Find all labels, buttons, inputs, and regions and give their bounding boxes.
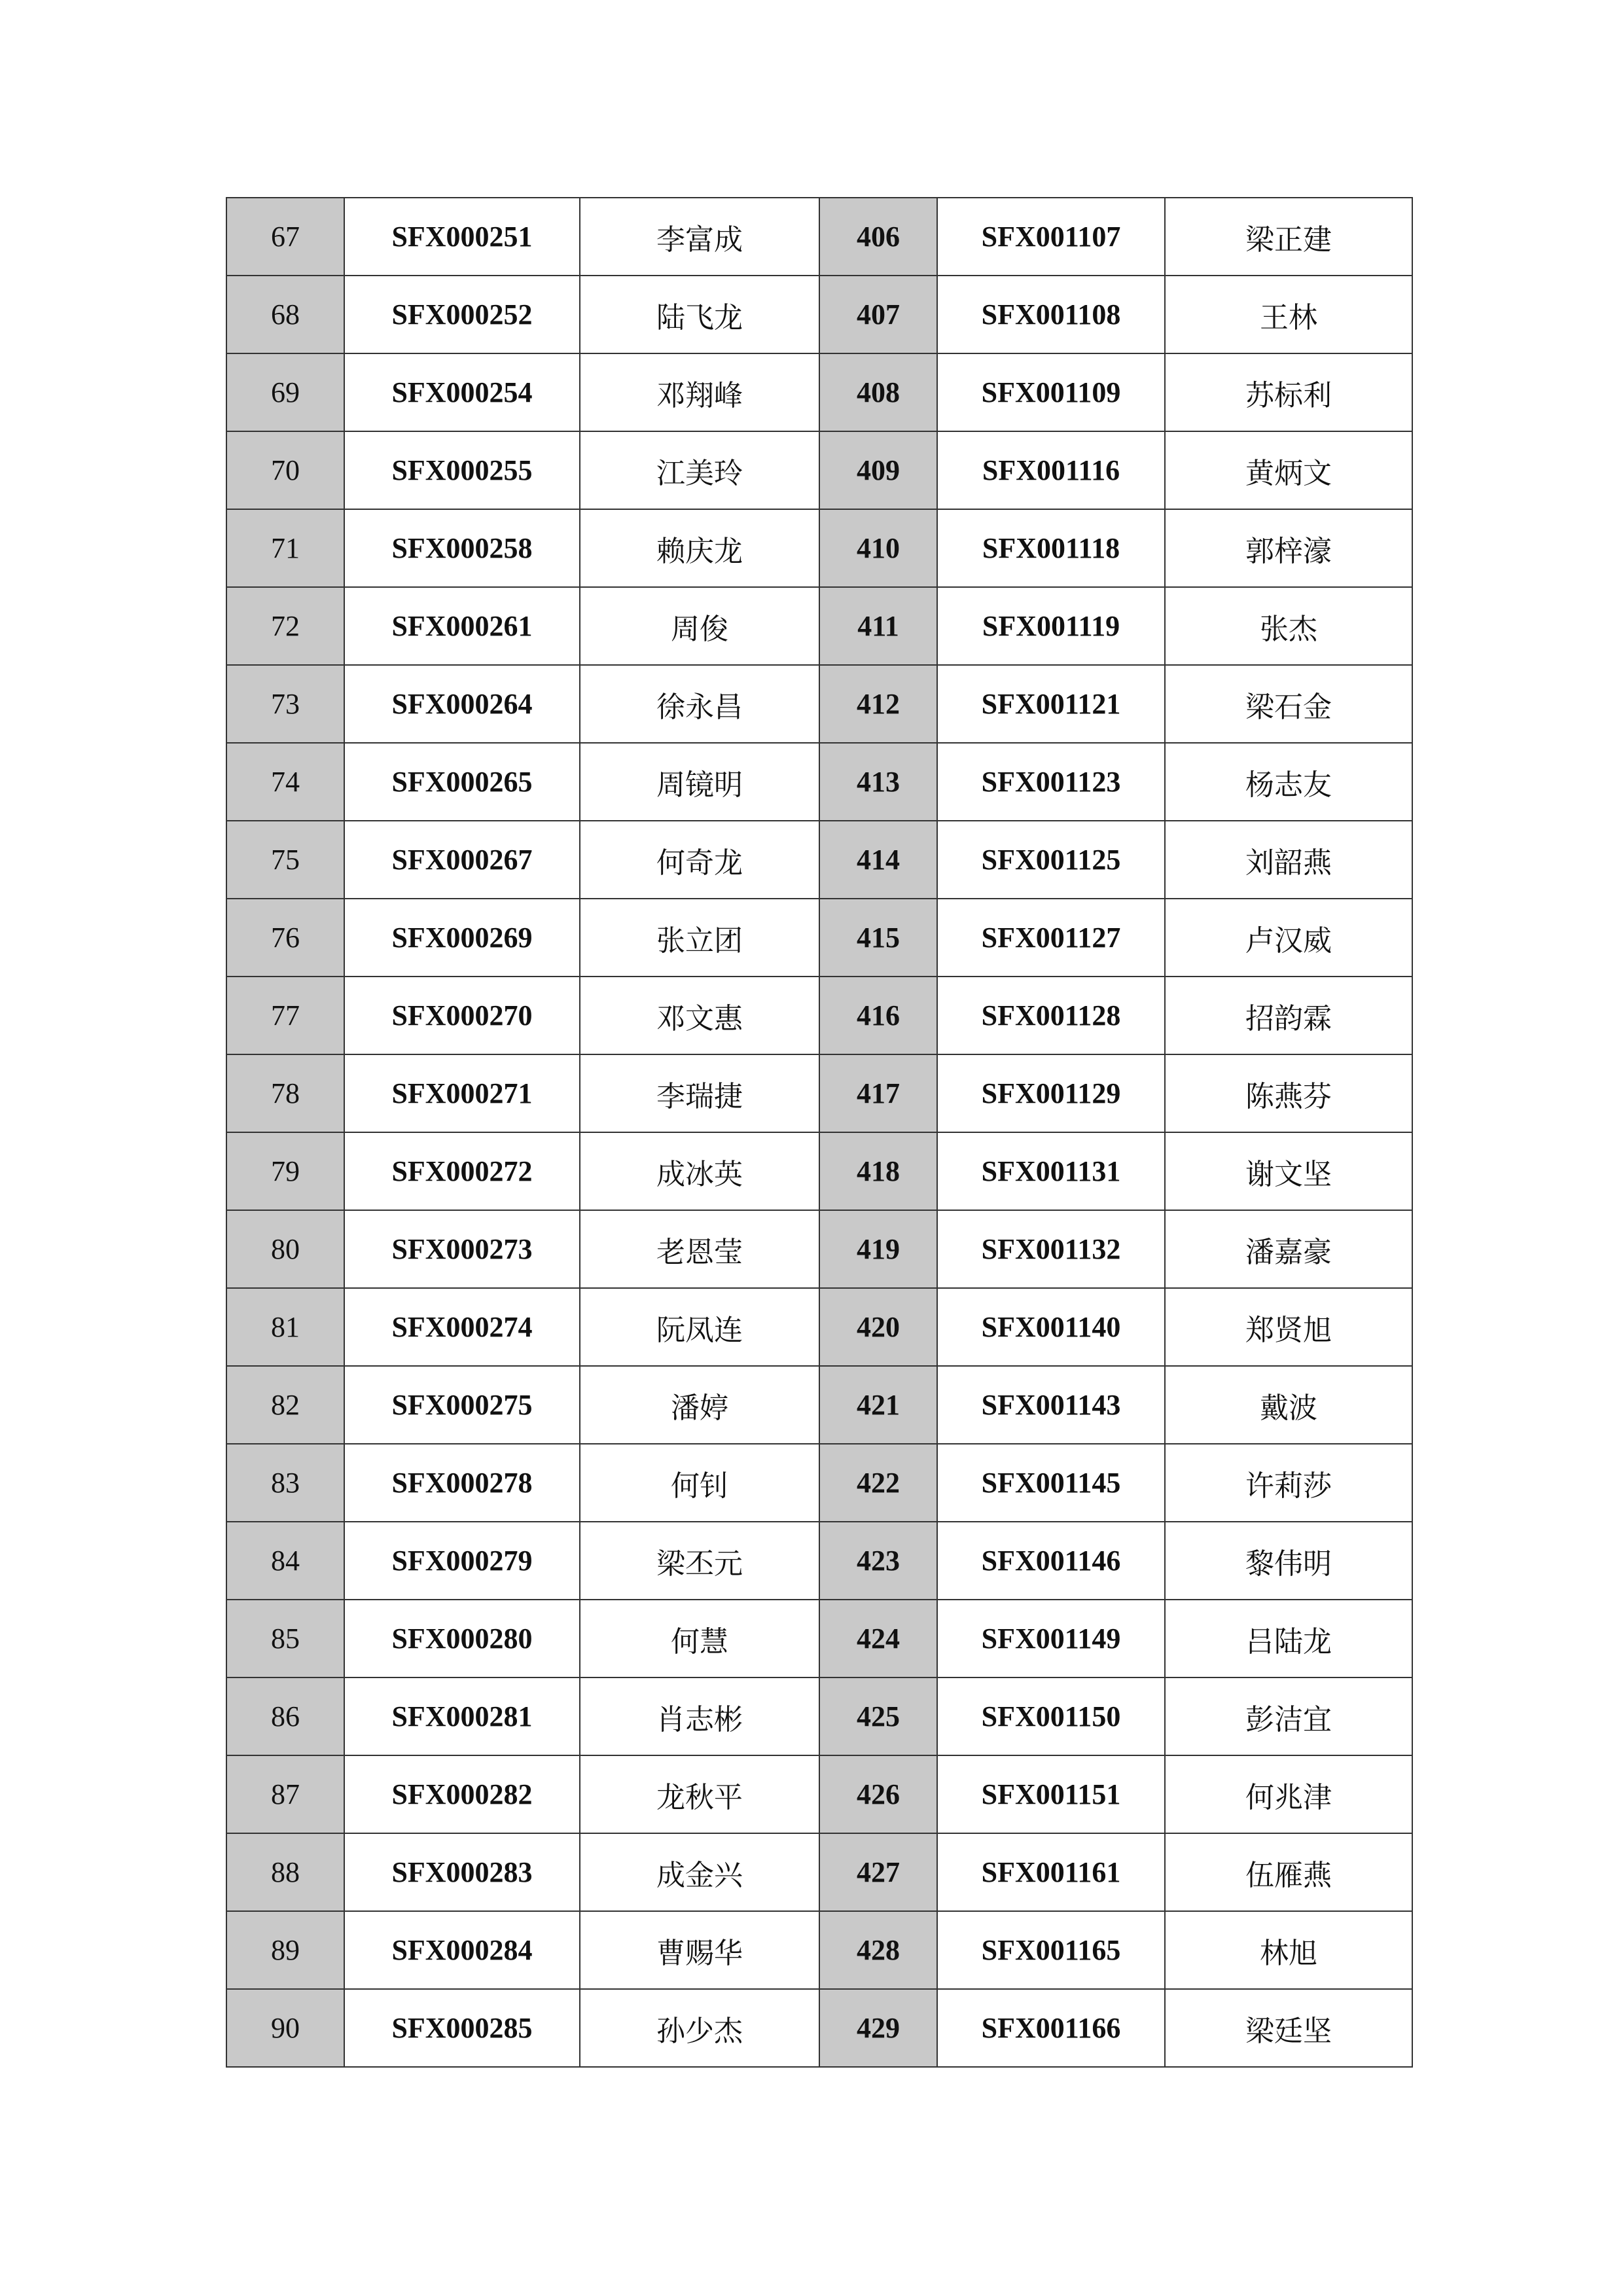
right-member-code: SFX001121: [937, 665, 1165, 743]
left-member-name: 李瑞捷: [580, 1054, 819, 1132]
left-seq-number: 77: [226, 977, 344, 1054]
right-seq-number: 412: [819, 665, 937, 743]
table-row: [226, 899, 1412, 977]
right-member-code: SFX001145: [937, 1444, 1165, 1522]
left-member-code: SFX000284: [344, 1911, 580, 1989]
table-row: [226, 1989, 1412, 2067]
left-member-name: 徐永昌: [580, 665, 819, 743]
right-member-code: SFX001146: [937, 1522, 1165, 1600]
right-member-code: SFX001149: [937, 1600, 1165, 1677]
right-seq-number: 418: [819, 1132, 937, 1210]
left-member-code: SFX000261: [344, 587, 580, 665]
table-row: [226, 198, 1412, 276]
right-seq-number: 419: [819, 1210, 937, 1288]
left-seq-number: 70: [226, 431, 344, 509]
right-member-name: 许莉莎: [1165, 1444, 1412, 1522]
left-member-name: 阮凤连: [580, 1288, 819, 1366]
left-seq-number: 80: [226, 1210, 344, 1288]
left-member-name: 邓翔峰: [580, 353, 819, 431]
left-seq-number: 90: [226, 1989, 344, 2067]
right-member-name: 招韵霖: [1165, 977, 1412, 1054]
right-seq-number: 408: [819, 353, 937, 431]
table-row: [226, 1755, 1412, 1833]
right-member-name: 陈燕芬: [1165, 1054, 1412, 1132]
left-member-name: 赖庆龙: [580, 509, 819, 587]
left-member-code: SFX000281: [344, 1677, 580, 1755]
right-seq-number: 415: [819, 899, 937, 977]
left-seq-number: 71: [226, 509, 344, 587]
left-member-name: 龙秋平: [580, 1755, 819, 1833]
roster-body: [226, 198, 1412, 2067]
left-seq-number: 78: [226, 1054, 344, 1132]
right-member-code: SFX001107: [937, 198, 1165, 276]
right-member-code: SFX001127: [937, 899, 1165, 977]
left-member-name: 周镜明: [580, 743, 819, 821]
table-row: [226, 1600, 1412, 1677]
left-member-code: SFX000258: [344, 509, 580, 587]
left-member-name: 李富成: [580, 198, 819, 276]
right-member-code: SFX001108: [937, 276, 1165, 353]
right-seq-number: 413: [819, 743, 937, 821]
right-seq-number: 429: [819, 1989, 937, 2067]
table-row: [226, 1833, 1412, 1911]
left-member-code: SFX000251: [344, 198, 580, 276]
right-seq-number: 421: [819, 1366, 937, 1444]
left-member-name: 成冰英: [580, 1132, 819, 1210]
table-row: [226, 353, 1412, 431]
left-member-code: SFX000255: [344, 431, 580, 509]
table-row: [226, 1911, 1412, 1989]
table-row: [226, 276, 1412, 353]
table-row: [226, 1522, 1412, 1600]
right-member-code: SFX001161: [937, 1833, 1165, 1911]
right-seq-number: 410: [819, 509, 937, 587]
right-seq-number: 406: [819, 198, 937, 276]
left-member-name: 何钊: [580, 1444, 819, 1522]
right-seq-number: 425: [819, 1677, 937, 1755]
right-member-name: 黎伟明: [1165, 1522, 1412, 1600]
right-seq-number: 411: [819, 587, 937, 665]
right-seq-number: 424: [819, 1600, 937, 1677]
left-seq-number: 84: [226, 1522, 344, 1600]
right-seq-number: 414: [819, 821, 937, 899]
left-member-name: 何慧: [580, 1600, 819, 1677]
right-member-code: SFX001123: [937, 743, 1165, 821]
left-member-name: 老恩莹: [580, 1210, 819, 1288]
right-member-code: SFX001119: [937, 587, 1165, 665]
left-member-code: SFX000265: [344, 743, 580, 821]
left-seq-number: 82: [226, 1366, 344, 1444]
right-member-code: SFX001132: [937, 1210, 1165, 1288]
left-seq-number: 89: [226, 1911, 344, 1989]
right-seq-number: 428: [819, 1911, 937, 1989]
right-member-name: 苏标利: [1165, 353, 1412, 431]
left-member-code: SFX000278: [344, 1444, 580, 1522]
left-member-code: SFX000270: [344, 977, 580, 1054]
right-seq-number: 426: [819, 1755, 937, 1833]
right-member-code: SFX001129: [937, 1054, 1165, 1132]
left-seq-number: 86: [226, 1677, 344, 1755]
table-row: [226, 821, 1412, 899]
right-member-code: SFX001109: [937, 353, 1165, 431]
right-member-name: 杨志友: [1165, 743, 1412, 821]
table-row: [226, 665, 1412, 743]
table-row: [226, 1444, 1412, 1522]
right-seq-number: 422: [819, 1444, 937, 1522]
right-member-name: 郭梓濠: [1165, 509, 1412, 587]
left-seq-number: 69: [226, 353, 344, 431]
left-seq-number: 83: [226, 1444, 344, 1522]
table-row: [226, 1132, 1412, 1210]
table-row: [226, 1210, 1412, 1288]
left-seq-number: 74: [226, 743, 344, 821]
left-seq-number: 76: [226, 899, 344, 977]
table-row: [226, 431, 1412, 509]
right-member-name: 卢汉威: [1165, 899, 1412, 977]
left-seq-number: 72: [226, 587, 344, 665]
left-seq-number: 88: [226, 1833, 344, 1911]
left-member-code: SFX000267: [344, 821, 580, 899]
left-member-code: SFX000275: [344, 1366, 580, 1444]
table-row: [226, 1288, 1412, 1366]
right-member-code: SFX001151: [937, 1755, 1165, 1833]
right-member-name: 吕陆龙: [1165, 1600, 1412, 1677]
right-member-name: 伍雁燕: [1165, 1833, 1412, 1911]
right-member-code: SFX001165: [937, 1911, 1165, 1989]
left-seq-number: 81: [226, 1288, 344, 1366]
left-seq-number: 67: [226, 198, 344, 276]
right-member-name: 郑贤旭: [1165, 1288, 1412, 1366]
right-member-code: SFX001125: [937, 821, 1165, 899]
right-member-code: SFX001131: [937, 1132, 1165, 1210]
left-member-code: SFX000274: [344, 1288, 580, 1366]
right-seq-number: 420: [819, 1288, 937, 1366]
right-seq-number: 407: [819, 276, 937, 353]
left-member-code: SFX000252: [344, 276, 580, 353]
left-member-code: SFX000264: [344, 665, 580, 743]
table-row: [226, 587, 1412, 665]
right-member-name: 王林: [1165, 276, 1412, 353]
right-member-name: 黄炳文: [1165, 431, 1412, 509]
left-member-name: 梁丕元: [580, 1522, 819, 1600]
right-member-code: SFX001128: [937, 977, 1165, 1054]
right-member-code: SFX001118: [937, 509, 1165, 587]
right-member-name: 林旭: [1165, 1911, 1412, 1989]
left-member-name: 孙少杰: [580, 1989, 819, 2067]
left-member-name: 江美玲: [580, 431, 819, 509]
left-member-name: 肖志彬: [580, 1677, 819, 1755]
left-member-code: SFX000273: [344, 1210, 580, 1288]
right-member-name: 刘韶燕: [1165, 821, 1412, 899]
right-member-name: 何兆津: [1165, 1755, 1412, 1833]
left-member-name: 成金兴: [580, 1833, 819, 1911]
right-member-name: 戴波: [1165, 1366, 1412, 1444]
left-member-code: SFX000271: [344, 1054, 580, 1132]
right-member-code: SFX001140: [937, 1288, 1165, 1366]
table-row: [226, 977, 1412, 1054]
left-seq-number: 68: [226, 276, 344, 353]
table-row: [226, 1366, 1412, 1444]
table-row: [226, 509, 1412, 587]
left-member-code: SFX000272: [344, 1132, 580, 1210]
left-seq-number: 79: [226, 1132, 344, 1210]
left-member-code: SFX000269: [344, 899, 580, 977]
left-member-code: SFX000285: [344, 1989, 580, 2067]
left-member-code: SFX000279: [344, 1522, 580, 1600]
left-member-code: SFX000283: [344, 1833, 580, 1911]
left-member-name: 张立团: [580, 899, 819, 977]
left-member-code: SFX000282: [344, 1755, 580, 1833]
right-member-name: 梁廷坚: [1165, 1989, 1412, 2067]
right-member-code: SFX001166: [937, 1989, 1165, 2067]
left-member-name: 潘婷: [580, 1366, 819, 1444]
left-member-code: SFX000254: [344, 353, 580, 431]
right-member-name: 梁正建: [1165, 198, 1412, 276]
right-seq-number: 427: [819, 1833, 937, 1911]
right-member-name: 潘嘉豪: [1165, 1210, 1412, 1288]
right-member-name: 彭洁宜: [1165, 1677, 1412, 1755]
left-member-name: 曹赐华: [580, 1911, 819, 1989]
table-row: [226, 743, 1412, 821]
left-member-name: 陆飞龙: [580, 276, 819, 353]
right-member-code: SFX001143: [937, 1366, 1165, 1444]
right-seq-number: 416: [819, 977, 937, 1054]
table-row: [226, 1054, 1412, 1132]
right-member-name: 梁石金: [1165, 665, 1412, 743]
right-seq-number: 417: [819, 1054, 937, 1132]
right-seq-number: 409: [819, 431, 937, 509]
left-member-code: SFX000280: [344, 1600, 580, 1677]
left-seq-number: 87: [226, 1755, 344, 1833]
left-seq-number: 75: [226, 821, 344, 899]
left-member-name: 周俊: [580, 587, 819, 665]
roster-table: [226, 197, 1413, 2068]
right-member-code: SFX001150: [937, 1677, 1165, 1755]
left-member-name: 何奇龙: [580, 821, 819, 899]
left-seq-number: 85: [226, 1600, 344, 1677]
right-member-code: SFX001116: [937, 431, 1165, 509]
right-member-name: 张杰: [1165, 587, 1412, 665]
right-seq-number: 423: [819, 1522, 937, 1600]
right-member-name: 谢文坚: [1165, 1132, 1412, 1210]
left-member-name: 邓文惠: [580, 977, 819, 1054]
left-seq-number: 73: [226, 665, 344, 743]
table-row: [226, 1677, 1412, 1755]
